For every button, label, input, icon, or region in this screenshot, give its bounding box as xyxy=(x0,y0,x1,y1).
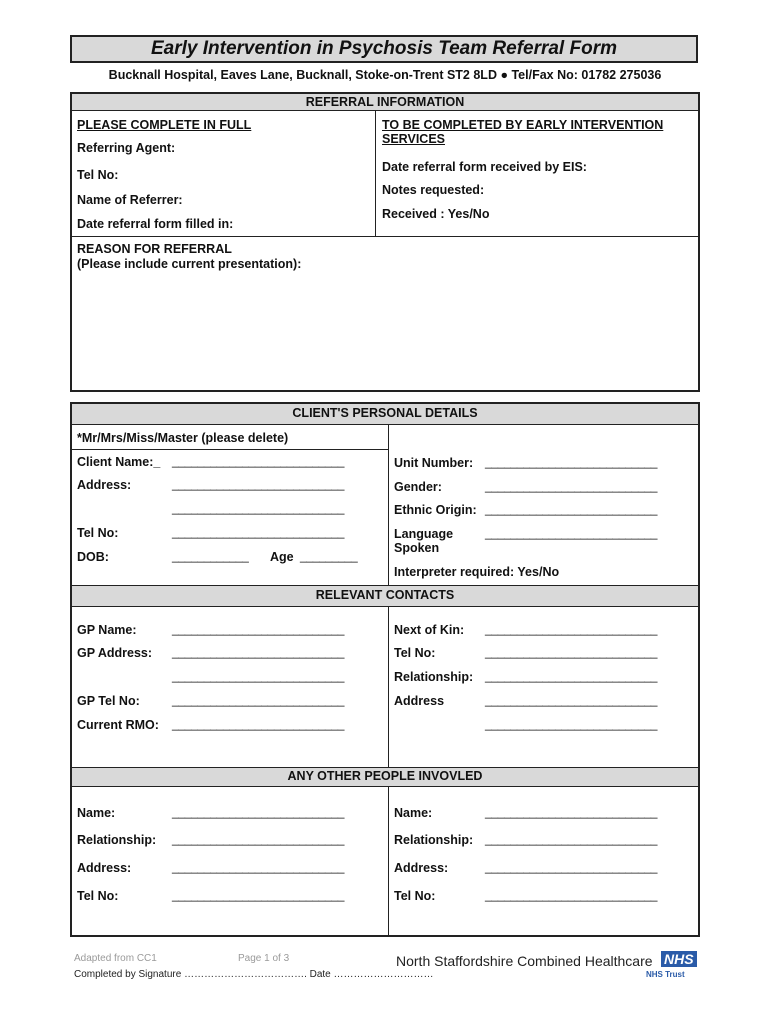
client-name-label: Client Name:_ xyxy=(77,455,161,469)
gp-name-line: ___________________________ xyxy=(172,622,345,636)
client-address-label: Address: xyxy=(77,478,132,492)
date-received-label: Date referral form received by EIS: xyxy=(382,160,587,174)
form-title: Early Intervention in Psychosis Team Referral Form xyxy=(150,38,617,59)
title-box xyxy=(70,35,698,63)
client-address-line-2: ___________________________ xyxy=(172,501,345,515)
right-heading: TO BE COMPLETED BY EARLY INTERVENTION SERVICES xyxy=(382,118,664,146)
unit-number-line: ___________________________ xyxy=(485,455,658,469)
language-label: Language Spoken xyxy=(394,527,454,555)
completed-by-line: Completed by Signature ………………………………. Date ………………………… xyxy=(74,969,434,980)
gp-address-line-1: ___________________________ xyxy=(172,645,345,659)
other2-name-label: Name: xyxy=(394,806,433,820)
referral-divider xyxy=(375,111,376,237)
referrer-name-label: Name of Referrer: xyxy=(77,193,183,207)
nhs-trust-label: NHS Trust xyxy=(646,970,685,979)
page-number: Page 1 of 3 xyxy=(238,953,290,964)
reason-heading: REASON FOR REFERRAL xyxy=(77,242,232,256)
gender-label: Gender: xyxy=(394,480,442,494)
adapted-from: Adapted from CC1 xyxy=(74,953,157,964)
others-divider xyxy=(388,787,389,935)
other2-address-line: ___________________________ xyxy=(485,860,658,874)
kin-address-line-2: ___________________________ xyxy=(485,717,658,731)
client-divider xyxy=(388,425,389,585)
notes-requested-label: Notes requested: xyxy=(382,183,485,197)
gp-tel-line: ___________________________ xyxy=(172,693,345,707)
others-heading: ANY OTHER PEOPLE INVOVLED xyxy=(72,768,698,787)
client-tel-label: Tel No: xyxy=(77,526,119,540)
gp-tel-label: GP Tel No: xyxy=(77,694,140,708)
other1-address-label: Address: xyxy=(77,861,132,875)
tel-no-label: Tel No: xyxy=(77,168,119,182)
language-line: ___________________________ xyxy=(485,526,658,540)
other2-tel-line: ___________________________ xyxy=(485,888,658,902)
client-heading: CLIENT'S PERSONAL DETAILS xyxy=(72,404,698,425)
kin-tel-label: Tel No: xyxy=(394,646,436,660)
received-yes-no-label: Received : Yes/No xyxy=(382,207,490,221)
kin-relationship-line: ___________________________ xyxy=(485,669,658,683)
age-line: _________ xyxy=(300,549,358,563)
kin-address-line-1: ___________________________ xyxy=(485,693,658,707)
other1-address-line: ___________________________ xyxy=(172,860,345,874)
other1-tel-line: ___________________________ xyxy=(172,888,345,902)
client-title-divider xyxy=(72,449,388,450)
other2-name-line: ___________________________ xyxy=(485,805,658,819)
gender-line: ___________________________ xyxy=(485,479,658,493)
other2-relationship-label: Relationship: xyxy=(394,833,474,847)
referral-heading: REFERRAL INFORMATION xyxy=(72,94,698,111)
dob-line: ____________ xyxy=(172,549,249,563)
other1-tel-label: Tel No: xyxy=(77,889,119,903)
interpreter-label: Interpreter required: Yes/No xyxy=(394,565,560,579)
contacts-divider xyxy=(388,607,389,767)
org-name: North Staffordshire Combined Healthcare xyxy=(396,953,653,969)
other1-name-line: ___________________________ xyxy=(172,805,345,819)
current-rmo-line: ___________________________ xyxy=(172,717,345,731)
ethnic-origin-line: ___________________________ xyxy=(485,502,658,516)
gp-address-line-2: ___________________________ xyxy=(172,669,345,683)
gp-address-label: GP Address: xyxy=(77,646,153,660)
dob-label: DOB: xyxy=(77,550,109,564)
other2-address-label: Address: xyxy=(394,861,449,875)
other1-name-label: Name: xyxy=(77,806,116,820)
current-rmo-label: Current RMO: xyxy=(77,718,159,732)
contacts-heading: RELEVANT CONTACTS xyxy=(72,586,698,607)
age-label: Age xyxy=(270,550,294,564)
gp-name-label: GP Name: xyxy=(77,623,137,637)
other2-tel-label: Tel No: xyxy=(394,889,436,903)
reason-subheading: (Please include current presentation): xyxy=(77,257,302,271)
kin-tel-line: ___________________________ xyxy=(485,645,658,659)
title-line: *Mr/Mrs/Miss/Master (please delete) xyxy=(77,431,289,445)
hospital-address: Bucknall Hospital, Eaves Lane, Bucknall, Stoke-on-Trent ST2 8LD ● Tel/Fax No: 01782 275036 xyxy=(108,68,662,82)
date-filled-label: Date referral form filled in: xyxy=(77,217,234,231)
referral-reason-divider xyxy=(72,236,698,237)
kin-address-label: Address xyxy=(394,694,445,708)
other2-relationship-line: ___________________________ xyxy=(485,832,658,846)
next-of-kin-label: Next of Kin: xyxy=(394,623,465,637)
next-of-kin-line: ___________________________ xyxy=(485,622,658,636)
client-tel-line: ___________________________ xyxy=(172,525,345,539)
ethnic-origin-label: Ethnic Origin: xyxy=(394,503,477,517)
left-heading: PLEASE COMPLETE IN FULL xyxy=(77,118,252,132)
nhs-logo: NHS xyxy=(661,951,697,967)
other1-relationship-line: ___________________________ xyxy=(172,832,345,846)
other1-relationship-label: Relationship: xyxy=(77,833,157,847)
referring-agent-label: Referring Agent: xyxy=(77,141,176,155)
client-name-line: ___________________________ xyxy=(172,454,345,468)
unit-number-label: Unit Number: xyxy=(394,456,474,470)
client-address-line-1: ___________________________ xyxy=(172,477,345,491)
kin-relationship-label: Relationship: xyxy=(394,670,474,684)
